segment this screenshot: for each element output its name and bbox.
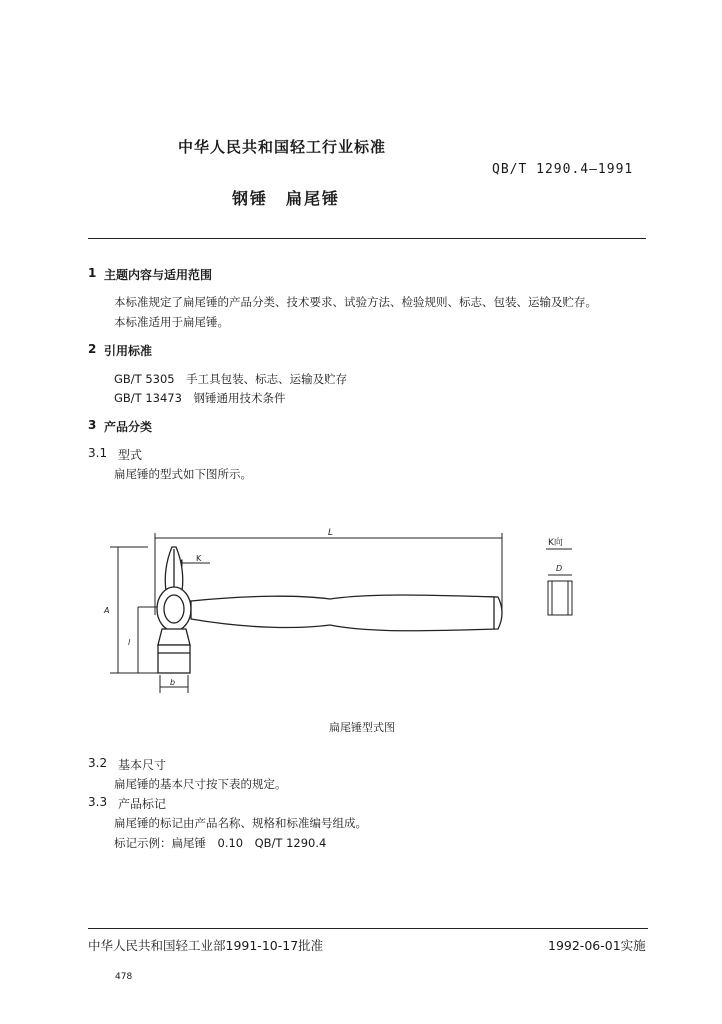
standard-number: QB/T 1290.4—1991: [492, 162, 634, 177]
label-K-arrow: K: [196, 554, 202, 563]
section-2-number: 2: [88, 342, 97, 356]
document-title: 钢锤 扁尾锤: [232, 189, 341, 208]
hammer-head: [157, 547, 191, 673]
page-number: 478: [115, 972, 133, 982]
section-3-3-title: 产品标记: [118, 797, 167, 811]
section-1-number: 1: [88, 266, 97, 280]
reference-2: GB/T 13473 钢锤通用技术条件: [114, 391, 286, 405]
figure-caption: 扁尾锤型式图: [329, 721, 395, 734]
label-L: L: [328, 528, 334, 538]
footer-rule: [88, 928, 648, 929]
reference-1: GB/T 5305 手工具包装、标志、运输及贮存: [114, 372, 348, 386]
section-3-2-title: 基本尺寸: [118, 758, 167, 772]
hammer-handle: [191, 595, 502, 631]
section-3-2-number: 3.2: [88, 756, 108, 770]
section-3-title: 产品分类: [104, 420, 153, 434]
approval-date: 中华人民共和国轻工业部1991-10-17批准: [88, 938, 324, 953]
header-rule: [88, 238, 646, 239]
section-3-3-number: 3.3: [88, 795, 108, 809]
section-3-3-text-2: 标记示例：扁尾锤 0.10 QB/T 1290.4: [114, 836, 327, 850]
section-1-title: 主题内容与适用范围: [104, 268, 213, 282]
label-b: b: [170, 678, 176, 687]
label-l: l: [128, 638, 131, 647]
section-3-2-text: 扁尾锤的基本尺寸按下表的规定。: [114, 777, 287, 791]
section-3-1-number: 3.1: [88, 446, 108, 460]
section-3-number: 3: [88, 418, 97, 432]
section-1-para-1: 本标准规定了扁尾锤的产品分类、技术要求、试验方法、检验规则、标志、包装、运输及贮存。: [114, 295, 597, 309]
section-1-para-2: 本标准适用于扁尾锤。: [114, 315, 229, 329]
section-3-1-title: 型式: [118, 448, 143, 462]
label-D: D: [556, 564, 563, 573]
section-3-1-text: 扁尾锤的型式如下图所示。: [114, 467, 252, 481]
org-title: 中华人民共和国轻工行业标准: [178, 138, 387, 156]
label-A: A: [104, 606, 110, 615]
label-K-view: K向: [548, 538, 563, 548]
section-3-3-text-1: 扁尾锤的标记由产品名称、规格和标准编号组成。: [114, 816, 367, 830]
k-view-section: [548, 575, 572, 615]
section-2-title: 引用标准: [104, 344, 153, 358]
hammer-figure: [100, 525, 580, 695]
effective-date: 1992-06-01实施: [548, 938, 646, 953]
